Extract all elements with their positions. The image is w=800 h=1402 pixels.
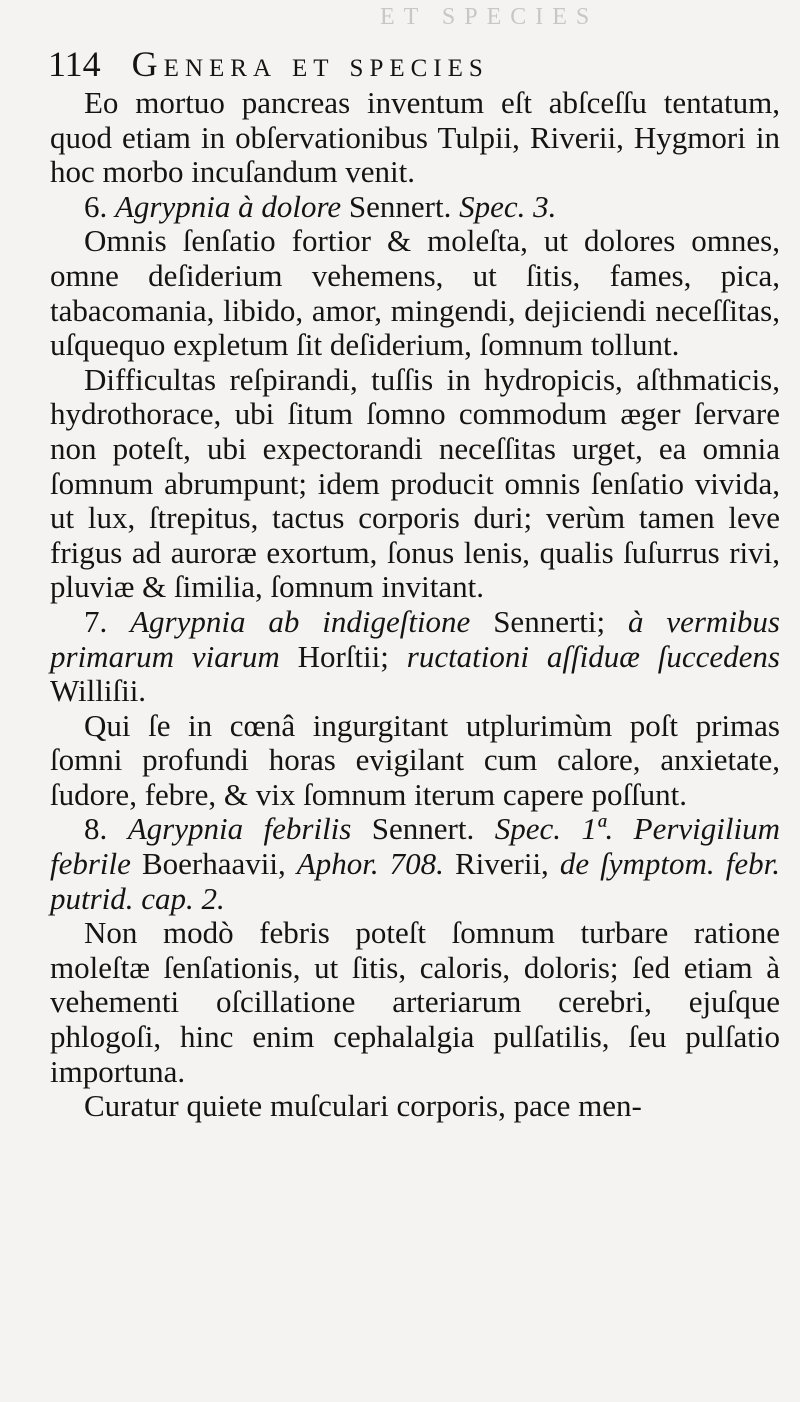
italic-run: de ſymptom. febr. putrid. cap. 2.	[50, 846, 780, 916]
page-number: 114	[48, 44, 101, 84]
paragraph	[50, 605, 780, 709]
text-run: 6.	[84, 188, 115, 224]
italic-run: Agrypnia febrilis	[127, 811, 352, 847]
text-run: Omnis ſenſatio fortior & moleſta, ut dolores omnes, omne deſiderium vehemens, ut ſitis, fames, pica, tabacomania, libido, amor, mingendi, dejiciendi neceſſitas, uſquequo expletum ſit deſiderium, ſomnum tollunt.	[50, 223, 780, 363]
running-header	[48, 44, 748, 84]
running-title: Genera et species	[131, 44, 489, 84]
text-run: 8.	[84, 811, 128, 847]
text-run: Qui ſe in cœnâ ingurgitant utplurimùm poſt primas ſomni profundi horas evigilant cum calore, anxietate, ſudore, febre, & vix ſomnum iterum capere poſſunt.	[50, 707, 780, 812]
text-run: Sennert.	[351, 811, 495, 847]
text-run: Horſtii;	[279, 638, 407, 674]
italic-run: ructationi aſſiduæ ſuccedens	[406, 638, 780, 674]
paragraph	[50, 812, 780, 916]
text-run: Eo mortuo pancreas inventum eſt abſceſſu tentatum, quod etiam in obſervationibus Tulpii, Riverii, Hygmori in hoc morbo incuſandum venit.	[50, 85, 780, 190]
text-run: 7.	[84, 603, 131, 639]
paragraph	[50, 916, 780, 1089]
italic-run: Agrypnia ab indigeſtione	[130, 603, 471, 639]
paragraph	[50, 224, 780, 362]
paragraph	[50, 86, 780, 190]
body-text	[50, 86, 780, 1124]
text-run: Riverii,	[443, 846, 560, 882]
italic-run: à vermibus primarum viarum	[50, 603, 780, 674]
paragraph	[50, 1089, 780, 1124]
paragraph	[50, 709, 780, 813]
italic-run: Spec. 1ª. Pervigilium febrile	[50, 811, 780, 882]
italic-run: Spec. 3.	[459, 188, 557, 224]
text-run: Sennert.	[341, 188, 460, 224]
text-run: Boerhaavii,	[130, 846, 297, 882]
text-run: Difficultas reſpirandi, tuſſis in hydropicis, aſthmaticis, hydrothorace, ubi ſitum ſomno commodum æger ſervare non poteſt, ubi expectorandi neceſſitas urget, ea omnia ſomnum abrumpunt; idem producit omnis ſenſatio vivida, ut lux, ſtrepitus, tactus corporis duri; verùm tamen leve frigus ad auroræ exortum, ſonus lenis, qualis ſuſurrus rivi, pluviæ & ſimilia, ſomnum invitant.	[50, 361, 780, 605]
text-run: Williſii.	[50, 673, 147, 709]
text-run: Sennerti;	[470, 603, 628, 639]
paragraph	[50, 190, 780, 225]
paragraph	[50, 363, 780, 605]
text-run: Curatur quiete muſculari corporis, pace men-	[84, 1088, 642, 1124]
text-run: Non modò febris poteſt ſomnum turbare ratione moleſtæ ſenſationis, ut ſitis, caloris, doloris; ſed etiam à vehementi oſcillatione arteriarum cerebri, ejuſque phlogoſi, hinc enim cephalalgia pulſatilis, ſeu pulſatio importuna.	[50, 915, 780, 1089]
bleed-through-text: ET SPECIES	[380, 4, 599, 30]
italic-run: Aphor. 708.	[296, 846, 444, 882]
italic-run: Agrypnia à dolore	[115, 188, 342, 224]
